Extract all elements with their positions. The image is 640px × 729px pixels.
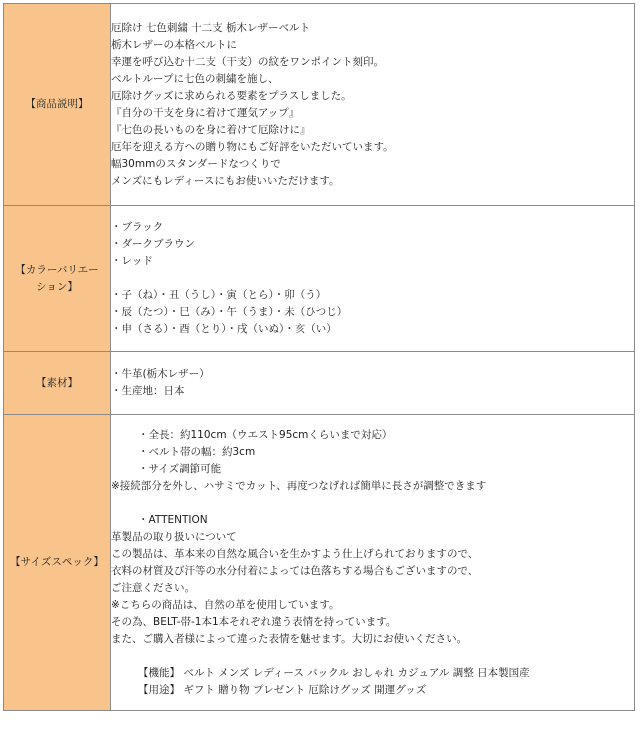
product-spec-table bbox=[3, 3, 635, 711]
desc-line: 栃木レザーの本格ベルトに bbox=[111, 38, 237, 51]
label-colors-line: 【カラーバリエー bbox=[15, 263, 99, 276]
spec-row-colors bbox=[4, 206, 635, 352]
content-colors bbox=[111, 206, 635, 352]
content-description bbox=[111, 4, 635, 206]
attention-line: また、ご購入者様によって違った表情を魅せます。大切にお使いください。 bbox=[111, 632, 468, 645]
content-material bbox=[111, 352, 635, 415]
desc-line: 『七色の長いものを身に着けて厄除けに』 bbox=[111, 123, 311, 136]
label-colors-line: ション】 bbox=[36, 280, 78, 293]
label-description: 【商品説明】 bbox=[4, 4, 111, 206]
label-colors bbox=[4, 206, 111, 352]
spacer bbox=[111, 270, 634, 287]
desc-line: 厄年を迎える方への贈り物にもご好評をいただいています。 bbox=[111, 140, 394, 153]
spec-line: ・サイズ調節可能 bbox=[138, 462, 222, 475]
content-size bbox=[111, 415, 635, 711]
attention-line: ※こちらの商品は、自然の革を使用しています。 bbox=[111, 598, 340, 611]
zodiac-line: ・子（ね）・丑（うし）・寅（とら）・卯（う） bbox=[111, 289, 327, 301]
usage-keywords: 【用途】 ギフト 贈り物 プレゼント 厄除けグッズ 開運グッズ bbox=[138, 683, 427, 696]
desc-line: 厄除け 七色刺繍 十二支 栃木レザーベルト bbox=[111, 21, 311, 34]
attention-title: ・ATTENTION bbox=[138, 513, 208, 526]
spec-row-description bbox=[4, 4, 635, 206]
material-line: ・生産地：日本 bbox=[111, 385, 185, 397]
desc-line: ベルトループに七色の刺繍を施し、 bbox=[111, 72, 279, 85]
attention-line: ご注意ください。 bbox=[111, 581, 195, 594]
spec-note: ※接続部分を外し、ハサミでカット、再度つなげれば簡単に長さが調整できます bbox=[111, 479, 487, 492]
desc-line: メンズにもレディースにもお使いいただけます。 bbox=[111, 174, 340, 187]
attention-line: 衣料の材質及び汗等の水分付着によっては色落ちする場合もございますので、 bbox=[111, 564, 479, 577]
attention-line: その為、BELT-帯-1本1本それぞれ違う表情を持っています。 bbox=[111, 615, 397, 628]
attention-line: この製品は、革本来の自然な風合いを生かすよう仕上げられておりますので、 bbox=[111, 547, 479, 560]
attention-line: 革製品の取り扱いについて bbox=[111, 530, 237, 543]
desc-line: 幅30mmのスタンダードなつくりで bbox=[111, 157, 281, 170]
spec-line: ・全長：約110cm（ウエスト95cmくらいまで対応） bbox=[138, 428, 393, 441]
material-line: ・牛革(栃木レザー） bbox=[111, 368, 210, 380]
desc-line: 厄除けグッズに求められる要素をプラスしました。 bbox=[111, 89, 352, 102]
color-item: ・レッド bbox=[111, 255, 153, 267]
zodiac-line: ・辰（たつ）・巳（み）・午（うま）・未（ひつじ） bbox=[111, 306, 348, 318]
label-size: 【サイズスペック】 bbox=[4, 415, 111, 711]
label-material: 【素材】 bbox=[4, 352, 111, 415]
spacer bbox=[111, 495, 634, 512]
function-keywords: 【機能】 ベルト メンズ レディース バックル おしゃれ カジュアル 調整 日本製国産 bbox=[138, 666, 530, 679]
color-item: ・ダークブラウン bbox=[111, 238, 195, 250]
color-item: ・ブラック bbox=[111, 221, 164, 233]
spacer bbox=[111, 648, 634, 665]
desc-line: 幸運を呼び込む十二支（干支）の紋をワンポイント刻印。 bbox=[111, 55, 384, 68]
spec-row-material bbox=[4, 352, 635, 415]
spec-line: ・ベルト帯の幅：約3cm bbox=[138, 445, 256, 458]
desc-line: 『自分の干支を身に着けて運気アップ』 bbox=[111, 106, 300, 119]
spec-row-size bbox=[4, 415, 635, 711]
zodiac-line: ・申（さる）・酉（とり）・戌（いぬ）・亥（い） bbox=[111, 323, 337, 335]
